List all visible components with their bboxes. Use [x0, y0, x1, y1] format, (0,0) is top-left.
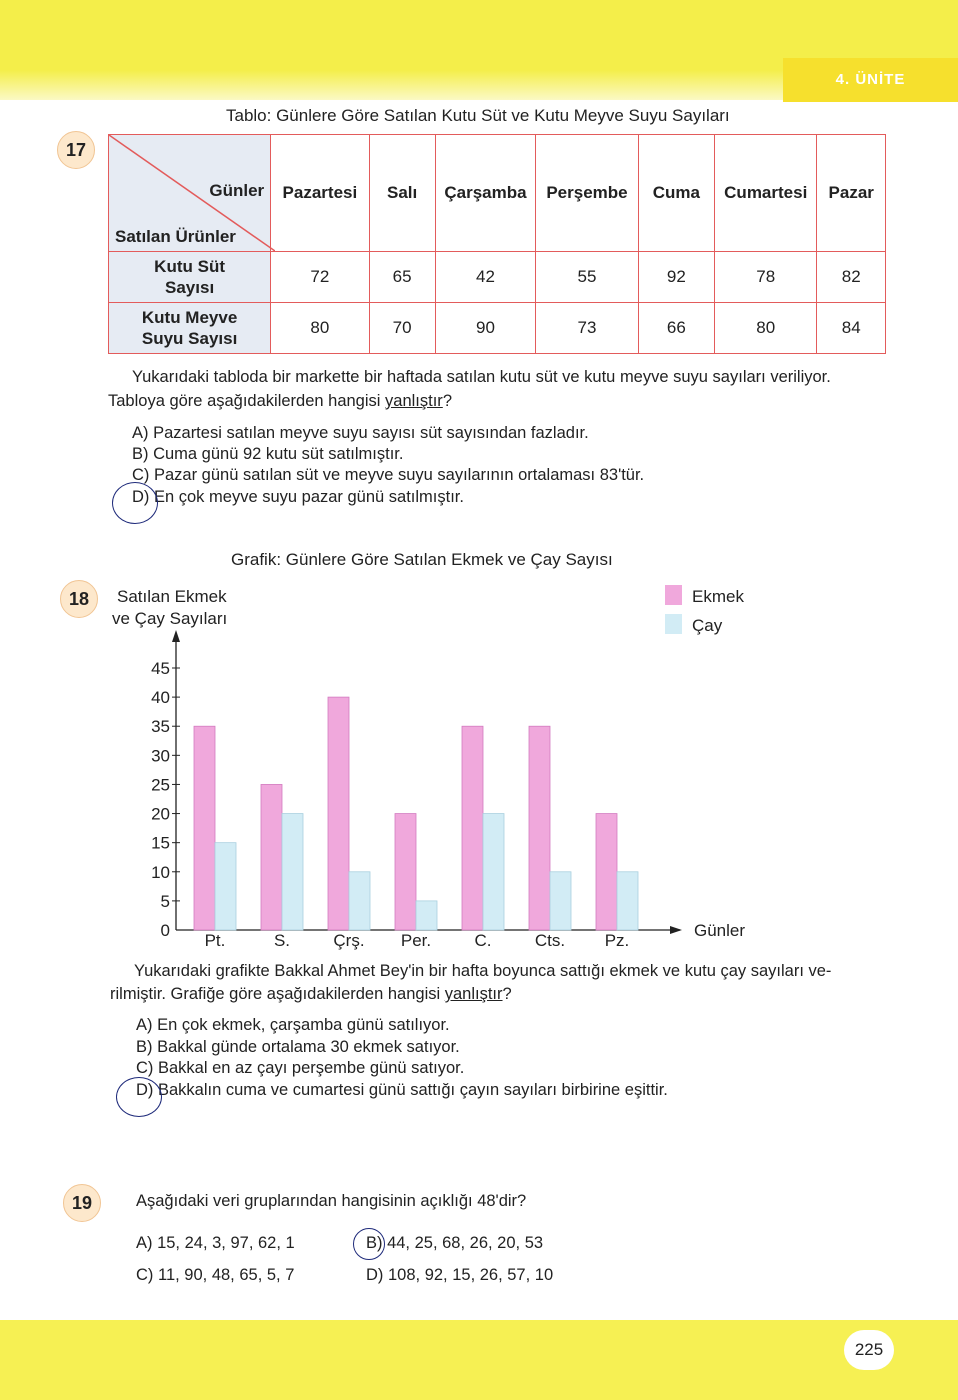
bottom-band	[0, 1320, 958, 1400]
answer-circle-mark	[353, 1228, 385, 1260]
y-tick-label: 0	[160, 921, 170, 940]
q17-stem-line2: Tabloya göre aşağıdakilerden hangisi yanlıştır?	[108, 392, 452, 410]
table-cell: 42	[435, 252, 536, 303]
bar-cay	[416, 901, 437, 930]
table-row	[109, 303, 886, 354]
day-header: Salı	[369, 135, 435, 252]
q18-option-b[interactable]: B) Bakkal günde ortalama 30 ekmek satıyor.	[136, 1038, 460, 1056]
q19-stem: Aşağıdaki veri gruplarından hangisinin açıklığı 48'dir?	[136, 1192, 527, 1210]
table-cell: 55	[536, 252, 638, 303]
y-axis-label-line1: Satılan Ekmek	[117, 587, 227, 606]
x-axis-label: Günler	[694, 921, 746, 940]
table-caption: Tablo: Günlere Göre Satılan Kutu Süt ve Kutu Meyve Suyu Sayıları	[226, 106, 730, 125]
q17-option-a[interactable]: A) Pazartesi satılan meyve suyu sayısı süt sayısından fazladır.	[132, 424, 589, 442]
table-cell: 82	[817, 252, 886, 303]
chart-title: Grafik: Günlere Göre Satılan Ekmek ve Çay Sayısı	[231, 550, 613, 569]
x-tick-label: Per.	[400, 931, 432, 950]
legend-label-ekmek: Ekmek	[692, 587, 744, 606]
bar-ekmek	[462, 726, 483, 930]
bar-cay	[483, 814, 504, 930]
bar-ekmek	[529, 726, 550, 930]
bar-cay	[349, 872, 370, 930]
x-tick-label: C.	[474, 931, 492, 950]
bar-ekmek	[194, 726, 215, 930]
unit-tab: 4. ÜNİTE	[783, 58, 958, 102]
bar-cay	[282, 814, 303, 930]
row-label: Kutu Süt Sayısı	[109, 252, 271, 303]
day-header: Pazar	[817, 135, 886, 252]
bar-ekmek	[328, 697, 349, 930]
y-axis-label-line2: ve Çay Sayıları	[112, 609, 228, 628]
q17-option-c[interactable]: C) Pazar günü satılan süt ve meyve suyu sayılarının ortalaması 83'tür.	[132, 466, 645, 484]
table-cell: 70	[369, 303, 435, 354]
table-cell: 65	[369, 252, 435, 303]
x-tick-label: Cts.	[534, 931, 566, 950]
question-number-17: 17	[57, 131, 95, 169]
header-products-label: Satılan Ürünler	[115, 227, 236, 246]
x-tick-label: Pt.	[204, 931, 226, 950]
y-tick-label: 20	[151, 804, 170, 824]
header-days-label: Günler	[209, 181, 265, 200]
x-tick-label: Pz.	[604, 931, 630, 950]
q19-option-d[interactable]: D) 108, 92, 15, 26, 57, 10	[366, 1266, 554, 1284]
y-tick-label: 40	[151, 688, 170, 708]
bar-ekmek	[261, 784, 282, 930]
table-cell: 66	[638, 303, 714, 354]
sales-table	[108, 134, 886, 354]
y-tick-label: 15	[151, 833, 170, 853]
table-cell: 92	[638, 252, 714, 303]
row-label: Kutu Meyve Suyu Sayısı	[109, 303, 271, 354]
y-tick-label: 25	[151, 775, 170, 795]
x-tick-label: S.	[273, 931, 291, 950]
y-tick-label: 30	[151, 746, 170, 766]
x-tick-label: Çrş.	[333, 931, 365, 950]
table-cell: 78	[714, 252, 817, 303]
table-corner-cell	[109, 135, 271, 252]
q17-option-b[interactable]: B) Cuma günü 92 kutu süt satılmıştır.	[132, 445, 404, 463]
answer-circle-mark	[112, 482, 158, 524]
q17-stem-line1: Yukarıdaki tabloda bir markette bir haftada satılan kutu süt ve kutu meyve suyu sayıları veriliyor.	[132, 368, 831, 386]
table-cell: 72	[271, 252, 369, 303]
table-cell: 73	[536, 303, 638, 354]
y-tick-label: 5	[160, 891, 170, 911]
q18-stem-line1: Yukarıdaki grafikte Bakkal Ahmet Bey'in bir hafta boyunca sattığı ekmek ve kutu çay sayıları ve-	[134, 962, 832, 980]
q18-stem-line2: rilmiştir. Grafiğe göre aşağıdakilerden hangisi yanlıştır?	[110, 985, 512, 1003]
y-tick-label: 45	[151, 659, 170, 678]
table-cell: 90	[435, 303, 536, 354]
table-cell: 84	[817, 303, 886, 354]
q18-option-c[interactable]: C) Bakkal en az çayı perşembe günü satıyor.	[136, 1059, 465, 1077]
bar-ekmek	[596, 814, 617, 930]
legend-swatch-cay	[665, 614, 682, 634]
page-number: 225	[844, 1330, 894, 1370]
table-cell: 80	[271, 303, 369, 354]
bar-cay	[617, 872, 638, 930]
day-header: Pazartesi	[271, 135, 369, 252]
y-tick-label: 35	[151, 717, 170, 737]
bar-ekmek	[395, 814, 416, 930]
bar-cay	[215, 843, 236, 930]
question-number-19: 19	[63, 1184, 101, 1222]
legend-label-cay: Çay	[692, 616, 723, 635]
table-row	[109, 252, 886, 303]
y-tick-label: 10	[151, 862, 170, 882]
y-axis-arrow	[172, 630, 180, 642]
q19-option-a[interactable]: A) 15, 24, 3, 97, 62, 1	[136, 1234, 295, 1252]
question-number-18: 18	[60, 580, 98, 618]
x-axis-arrow	[670, 926, 682, 934]
bar-cay	[550, 872, 571, 930]
q19-option-b[interactable]: B) 44, 25, 68, 26, 20, 53	[366, 1234, 544, 1252]
q17-option-d[interactable]: D) En çok meyve suyu pazar günü satılmıştır.	[132, 488, 464, 506]
q18-option-d[interactable]: D) Bakkalın cuma ve cumartesi günü sattığı çayın sayıları birbirine eşittir.	[136, 1081, 668, 1099]
q18-option-a[interactable]: A) En çok ekmek, çarşamba günü satılıyor.	[136, 1016, 450, 1034]
table-cell: 80	[714, 303, 817, 354]
answer-circle-mark	[116, 1077, 162, 1117]
day-header: Cumartesi	[714, 135, 817, 252]
day-header: Çarşamba	[435, 135, 536, 252]
legend-swatch-ekmek	[665, 585, 682, 605]
q19-option-c[interactable]: C) 11, 90, 48, 65, 5, 7	[136, 1266, 295, 1284]
day-header: Cuma	[638, 135, 714, 252]
day-header: Perşembe	[536, 135, 638, 252]
